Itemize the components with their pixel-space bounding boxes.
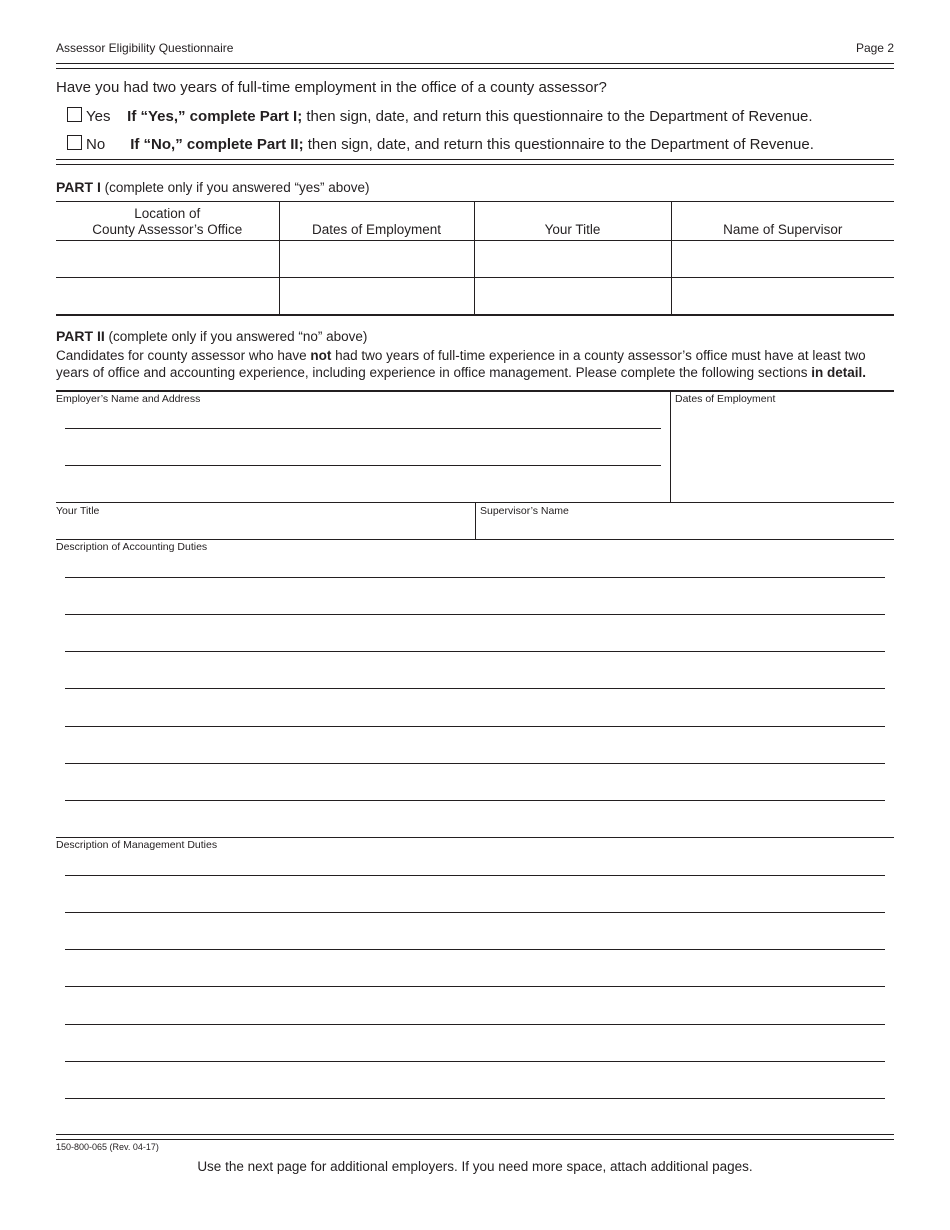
yes-checkbox[interactable] xyxy=(67,107,82,122)
col-location: Location of County Assessor’s Office xyxy=(56,202,279,241)
footer-divider xyxy=(56,1134,894,1140)
part2-subtitle: (complete only if you answered “no” above) xyxy=(104,329,368,344)
page-number: Page 2 xyxy=(855,41,894,55)
management-line[interactable] xyxy=(65,912,885,913)
table-row xyxy=(56,278,894,315)
accounting-line[interactable] xyxy=(65,614,885,615)
accounting-line[interactable] xyxy=(65,688,885,689)
header-divider xyxy=(56,63,894,69)
no-label: No xyxy=(86,136,106,153)
management-line[interactable] xyxy=(65,1061,885,1062)
management-line[interactable] xyxy=(65,949,885,950)
form-number: 150-800-065 (Rev. 04-17) xyxy=(56,1142,159,1152)
part2-heading xyxy=(56,328,367,344)
no-checkbox[interactable] xyxy=(67,135,82,150)
your-title-label: Your Title xyxy=(56,505,100,517)
part2-title: PART II xyxy=(56,328,105,344)
footer-note: Use the next page for additional employers. If you need more space, attach additional pages. xyxy=(197,1159,753,1174)
part1-header-row xyxy=(56,202,894,241)
part1-title: PART I xyxy=(56,179,101,195)
location-cell[interactable] xyxy=(56,241,279,278)
part2-instructions: Candidates for county assessor who have not had two years of full-time experience in a county assessor’s office must have at least two years of office and accounting experience, including experience in office management. Please complete the following sections in detail. xyxy=(56,348,866,380)
supervisor-cell[interactable] xyxy=(671,241,894,278)
title-cell[interactable] xyxy=(474,241,671,278)
table-row xyxy=(56,241,894,278)
col-supervisor: Name of Supervisor xyxy=(671,202,894,241)
accounting-line[interactable] xyxy=(65,577,885,578)
accounting-bottom-rule xyxy=(56,837,894,838)
part2-top-rule xyxy=(56,390,894,392)
dates-cell[interactable] xyxy=(279,278,474,315)
dates-label: Dates of Employment xyxy=(675,393,776,405)
dates-cell[interactable] xyxy=(279,241,474,278)
accounting-duties-label: Description of Accounting Duties xyxy=(56,541,208,553)
accounting-line[interactable] xyxy=(65,763,885,764)
title-supervisor-divider xyxy=(475,502,476,539)
management-line[interactable] xyxy=(65,875,885,876)
yes-instruction: then sign, date, and return this questionnaire to the Department of Revenue. xyxy=(302,108,813,125)
management-line[interactable] xyxy=(65,986,885,987)
part1-heading xyxy=(56,179,369,195)
accounting-line[interactable] xyxy=(65,651,885,652)
employer-dates-divider xyxy=(670,392,671,502)
supervisor-cell[interactable] xyxy=(671,278,894,315)
col-dates: Dates of Employment xyxy=(279,202,474,241)
location-cell[interactable] xyxy=(56,278,279,315)
yes-instruction-bold: If “Yes,” complete Part I; xyxy=(127,108,303,125)
no-option xyxy=(67,135,814,153)
yes-label: Yes xyxy=(86,108,111,125)
management-line[interactable] xyxy=(65,1098,885,1099)
employer-line[interactable] xyxy=(65,465,661,466)
management-line[interactable] xyxy=(65,1024,885,1025)
title-bottom-rule xyxy=(56,539,894,540)
no-instruction: then sign, date, and return this questionnaire to the Department of Revenue. xyxy=(303,136,814,153)
management-duties-label: Description of Management Duties xyxy=(56,839,218,851)
part1-bottom-rule xyxy=(56,315,894,316)
supervisor-label: Supervisor’s Name xyxy=(480,505,569,517)
employer-label: Employer’s Name and Address xyxy=(56,393,201,405)
col-title: Your Title xyxy=(474,202,671,241)
yes-option xyxy=(67,107,813,125)
eligibility-question: Have you had two years of full-time employment in the office of a county assessor? xyxy=(56,79,607,96)
title-cell[interactable] xyxy=(474,278,671,315)
accounting-line[interactable] xyxy=(65,726,885,727)
form-title: Assessor Eligibility Questionnaire xyxy=(56,41,234,55)
accounting-line[interactable] xyxy=(65,800,885,801)
part1-subtitle: (complete only if you answered “yes” above) xyxy=(100,180,370,195)
question-divider xyxy=(56,159,894,165)
employer-line[interactable] xyxy=(65,428,661,429)
no-instruction-bold: If “No,” complete Part II; xyxy=(130,136,304,153)
part1-table xyxy=(56,201,894,315)
